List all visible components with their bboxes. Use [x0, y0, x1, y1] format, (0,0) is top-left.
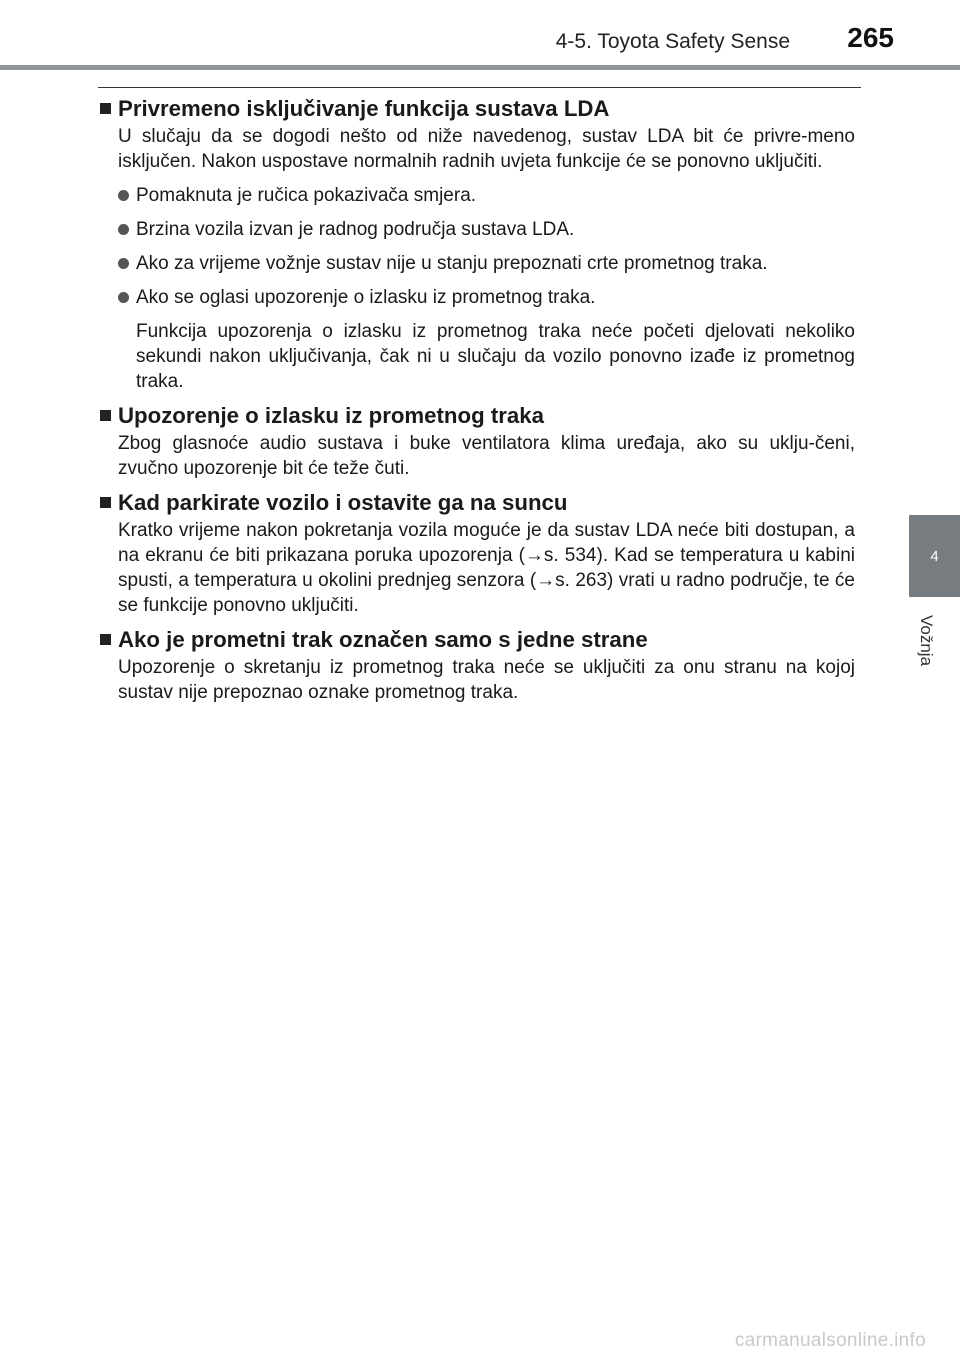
chapter-label: Vožnja — [917, 615, 936, 667]
header-section-title: 4-5. Toyota Safety Sense — [555, 30, 790, 53]
list-item — [118, 217, 855, 242]
list-item — [118, 251, 855, 276]
square-bullet-icon — [100, 410, 111, 421]
watermark: carmanualsonline.info — [734, 1330, 926, 1351]
section-heading-text: Ako je prometni trak označen samo s jedne strane — [118, 627, 648, 652]
page-content — [98, 96, 855, 705]
section-lane-departure-warning — [98, 403, 855, 481]
section-paragraph: Upozorenje o skretanju iz prometnog traka neće se uključiti za onu stranu na kojoj sustav nije prepoznao oznake prometnog traka. — [118, 657, 855, 703]
header-rule — [0, 65, 960, 70]
chapter-number: 4 — [930, 547, 939, 565]
dot-bullet-icon — [118, 190, 129, 201]
section-heading — [98, 96, 855, 121]
chapter-tab[interactable] — [909, 515, 960, 597]
section-heading — [98, 627, 855, 652]
section-heading-text: Upozorenje o izlasku iz prometnog traka — [118, 403, 544, 428]
section-note: Funkcija upozorenja o izlasku iz prometnog traka neće početi djelovati nekoliko sekundi nakon uključivanja, čak ni u slučaju da vozilo ponovno izađe iz prometnog traka. — [136, 321, 855, 392]
section-heading-text: Kad parkirate vozilo i ostavite ga na suncu — [118, 490, 568, 515]
list-item-text: Brzina vozila izvan je radnog područja sustava LDA. — [136, 219, 575, 240]
dot-bullet-icon — [118, 224, 129, 235]
list-item-text: Ako za vrijeme vožnje sustav nije u stanju prepoznati crte prometnog traka. — [136, 253, 768, 274]
dot-bullet-icon — [118, 258, 129, 269]
section-parking-in-sun — [98, 490, 855, 618]
square-bullet-icon — [100, 497, 111, 508]
list-item-text: Ako se oglasi upozorenje o izlasku iz prometnog traka. — [136, 287, 596, 308]
section-paragraph: Kratko vrijeme nakon pokretanja vozila moguće je da sustav LDA neće biti dostupan, a na ekranu će biti prikazana poruka upozorenja (→s. 534). Kad se temperatura u kabini spusti, a temperatura u okolini prednjeg senzora (→s. 263) vrati u radno područje, te će se funkcije ponovno uključiti. — [118, 520, 855, 616]
square-bullet-icon — [100, 103, 111, 114]
page-number: 265 — [847, 22, 894, 53]
section-paragraph: U slučaju da se dogodi nešto od niže navedenog, sustav LDA bit će privre-meno isključen. Nakon uspostave normalnih radnih uvjeta funkcije će se ponovno uključiti. — [118, 126, 855, 172]
content-rule — [98, 87, 861, 88]
dot-bullet-icon — [118, 292, 129, 303]
list-item — [118, 285, 855, 310]
section-paragraph: Zbog glasnoće audio sustava i buke ventilatora klima uređaja, ako su uklju-čeni, zvučno upozorenje bit će teže čuti. — [118, 433, 855, 479]
section-heading-text: Privremeno isključivanje funkcija sustava LDA — [118, 96, 610, 121]
section-one-side-marked — [98, 627, 855, 705]
section-heading — [98, 403, 855, 428]
list-item — [118, 183, 855, 208]
section-temporary-deactivation — [98, 96, 855, 394]
list-item-text: Pomaknuta je ručica pokazivača smjera. — [136, 185, 477, 206]
section-heading — [98, 490, 855, 515]
square-bullet-icon — [100, 634, 111, 645]
